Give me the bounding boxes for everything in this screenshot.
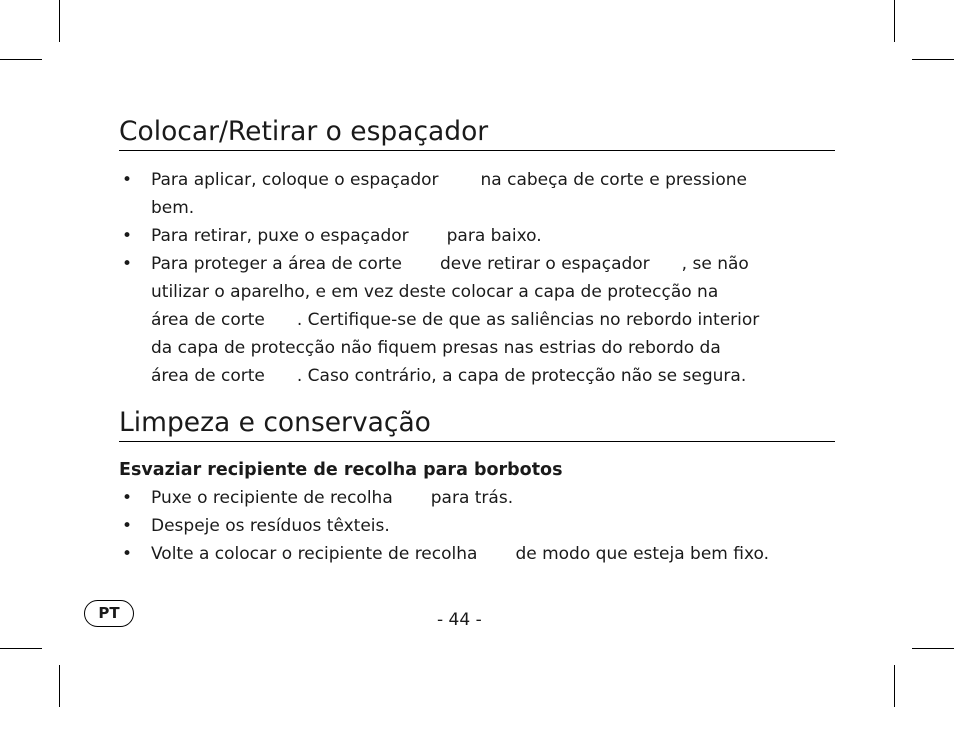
list-item: • Despeje os resíduos têxteis. (119, 512, 839, 540)
spacer-instructions-list (119, 166, 839, 390)
subheading-empty-container: Esvaziar recipiente de recolha para borbotos (119, 460, 563, 480)
list-item: • Volte a colocar o recipiente de recolha de modo que esteja bem fixo. (119, 540, 839, 568)
crop-mark (0, 59, 42, 60)
crop-mark (912, 59, 954, 60)
crop-mark (59, 665, 60, 707)
list-item: • Puxe o recipiente de recolha para trás. (119, 484, 839, 512)
page-number: - 44 - (437, 610, 482, 630)
section-heading-cleaning: Limpeza e conservação (119, 407, 835, 442)
crop-mark (0, 648, 42, 649)
bullet-icon: • (122, 516, 133, 536)
crop-mark (894, 0, 895, 42)
bullet-icon: • (122, 254, 133, 274)
bullet-icon: • (122, 488, 133, 508)
bullet-icon: • (122, 226, 133, 246)
list-item: • Para proteger a área de corte deve retirar o espaçador , se não utilizar o aparelho, e em vez deste colocar a capa de protecção na área de corte . Certifique-se de que as saliências no rebordo interior da capa de protecção não fiquem presas nas estrias do rebordo da área de corte . Caso contrário, a capa de protecção não se segura. (119, 250, 839, 390)
crop-mark (59, 0, 60, 42)
crop-mark (912, 648, 954, 649)
list-item: • Para retirar, puxe o espaçador para baixo. (119, 222, 839, 250)
bullet-icon: • (122, 544, 133, 564)
section-heading-spacer: Colocar/Retirar o espaçador (119, 116, 835, 151)
language-badge: PT (84, 600, 134, 627)
bullet-icon: • (122, 170, 133, 190)
list-item: • Para aplicar, coloque o espaçador na cabeça de corte e pressione bem. (119, 166, 839, 222)
cleaning-instructions-list (119, 484, 839, 568)
crop-mark (894, 665, 895, 707)
